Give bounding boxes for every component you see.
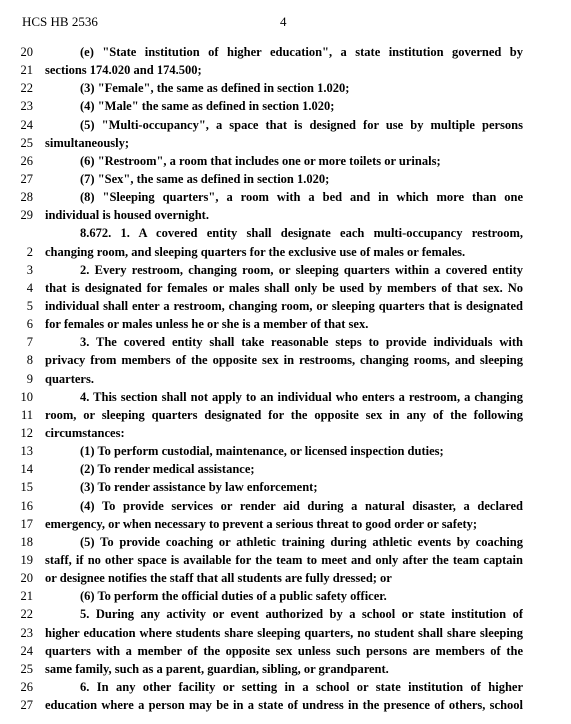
line-number: 28 <box>20 190 33 205</box>
line-number: 4 <box>26 280 33 295</box>
text-line <box>0 515 571 533</box>
line-text: (4) To provide services or render aid during a natural disaster, a declared <box>80 498 523 513</box>
line-number: 16 <box>20 498 33 513</box>
line-text: (5) "Multi-occupancy", a space that is designed for use by multiple persons <box>80 117 523 132</box>
line-number: 25 <box>20 661 33 676</box>
line-text: simultaneously; <box>45 135 130 150</box>
text-line <box>0 605 571 623</box>
line-text: higher education where students share sleeping quarters, no student shall share sleeping <box>45 625 523 640</box>
line-number: 17 <box>20 516 33 531</box>
text-line <box>0 660 571 678</box>
text-line <box>0 116 571 134</box>
line-text: for females or males unless he or she is a member of that sex. <box>45 317 369 332</box>
line-text: (8) "Sleeping quarters", a room with a bed and in which more than one <box>80 190 523 205</box>
text-line <box>0 478 571 496</box>
line-text: (3) To render assistance by law enforcement; <box>80 480 318 495</box>
text-line <box>0 333 571 351</box>
document-body <box>0 43 571 714</box>
line-number: 15 <box>20 480 33 495</box>
line-text: individual is housed overnight. <box>45 208 209 223</box>
page-header <box>22 14 522 32</box>
line-number: 22 <box>20 81 33 96</box>
line-number: 7 <box>26 335 33 350</box>
text-line <box>0 642 571 660</box>
document-id: HCS HB 2536 <box>22 14 98 29</box>
line-number: 8 <box>26 353 33 368</box>
line-number: 13 <box>20 444 33 459</box>
line-text: 6. In any other facility or setting in a school or state institution of higher <box>80 679 523 694</box>
line-text: emergency, or when necessary to prevent a serious threat to good order or safety; <box>45 516 478 531</box>
text-line <box>0 206 571 224</box>
text-line <box>0 97 571 115</box>
text-line <box>0 587 571 605</box>
line-number: 18 <box>20 534 33 549</box>
text-line <box>0 61 571 79</box>
text-line <box>0 134 571 152</box>
text-line <box>0 297 571 315</box>
line-number: 25 <box>20 135 33 150</box>
text-line <box>0 406 571 424</box>
line-number: 14 <box>20 462 33 477</box>
text-line <box>0 370 571 388</box>
page-number: 4 <box>280 14 287 29</box>
line-number: 26 <box>20 679 33 694</box>
line-text: staff, if no other space is available for the team to meet and only after the team captain <box>45 552 523 567</box>
line-number: 9 <box>26 371 33 386</box>
text-line <box>0 152 571 170</box>
line-text: (6) "Restroom", a room that includes one or more toilets or urinals; <box>80 153 441 168</box>
line-text: sections 174.020 and 174.500; <box>45 63 202 78</box>
text-line <box>0 424 571 442</box>
text-line <box>0 79 571 97</box>
text-line <box>0 188 571 206</box>
line-text: education where a person may be in a state of undress in the presence of others, school <box>45 698 523 713</box>
line-text: (e) "State institution of higher education", a state institution governed by <box>80 45 523 59</box>
line-text: quarters. <box>45 371 94 386</box>
line-number: 19 <box>20 552 33 567</box>
line-number: 5 <box>26 298 33 313</box>
text-line <box>0 678 571 696</box>
line-text: changing room, and sleeping quarters for the exclusive use of males or females. <box>45 244 466 259</box>
text-line <box>0 261 571 279</box>
line-number: 26 <box>20 153 33 168</box>
line-number: 24 <box>20 643 33 658</box>
line-number: 3 <box>26 262 33 277</box>
line-text: privacy from members of the opposite sex in restrooms, changing rooms, and sleeping <box>45 353 523 368</box>
line-text: individual shall enter a restroom, changing room, or sleeping quarters that is designated <box>45 298 523 313</box>
line-text: or designee notifies the staff that all students are fully dressed; or <box>45 571 392 586</box>
line-number: 27 <box>20 698 33 713</box>
line-text: (2) To render medical assistance; <box>80 462 255 477</box>
text-line <box>0 170 571 188</box>
line-number: 10 <box>20 389 33 404</box>
line-text: (1) To perform custodial, maintenance, or licensed inspection duties; <box>80 444 444 459</box>
line-number: 21 <box>20 589 33 604</box>
text-line <box>0 243 571 261</box>
line-text: that is designated for females or males shall only be used by members of that sex. No <box>45 280 523 295</box>
line-text: (7) "Sex", the same as defined in section 1.020; <box>80 171 330 186</box>
line-number: 24 <box>20 117 33 132</box>
line-text: room, or sleeping quarters designated for the opposite sex in any of the following <box>45 407 523 422</box>
line-text: (4) "Male" the same as defined in section 1.020; <box>80 99 335 114</box>
text-line <box>0 315 571 333</box>
line-number: 27 <box>20 171 33 186</box>
line-text: circumstances: <box>45 425 125 440</box>
line-text: 4. This section shall not apply to an individual who enters a restroom, a changing <box>80 389 523 404</box>
line-text: 8.672. 1. A covered entity shall designate each multi-occupancy restroom, <box>80 226 523 241</box>
text-line <box>0 43 571 61</box>
line-number: 29 <box>20 208 33 223</box>
line-text: 5. During any activity or event authorized by a school or state institution of <box>80 607 523 622</box>
text-line <box>0 624 571 642</box>
text-line <box>0 533 571 551</box>
line-text: (6) To perform the official duties of a public safety officer. <box>80 589 387 604</box>
line-text: (3) "Female", the same as defined in section 1.020; <box>80 81 350 96</box>
text-line <box>0 696 571 714</box>
text-line <box>0 442 571 460</box>
line-text: quarters with a member of the opposite sex unless such persons are members of the <box>45 643 523 658</box>
text-line <box>0 551 571 569</box>
line-text: same family, such as a parent, guardian, sibling, or grandparent. <box>45 661 389 676</box>
line-number: 22 <box>20 607 33 622</box>
line-number: 21 <box>20 63 33 78</box>
line-number: 23 <box>20 625 33 640</box>
line-number: 2 <box>26 244 33 259</box>
line-number: 11 <box>20 407 33 422</box>
line-number: 23 <box>20 99 33 114</box>
text-line <box>0 460 571 478</box>
line-number: 20 <box>20 571 33 586</box>
line-text: 2. Every restroom, changing room, or sleeping quarters within a covered entity <box>80 262 523 277</box>
text-line <box>0 388 571 406</box>
line-number: 20 <box>20 45 33 59</box>
text-line <box>0 279 571 297</box>
text-line <box>0 224 571 242</box>
line-number: 6 <box>26 317 33 332</box>
line-text: 3. The covered entity shall take reasonable steps to provide individuals with <box>80 335 523 350</box>
text-line <box>0 497 571 515</box>
text-line <box>0 351 571 369</box>
line-number: 12 <box>20 425 33 440</box>
text-line <box>0 569 571 587</box>
line-text: (5) To provide coaching or athletic training during athletic events by coaching <box>80 534 523 549</box>
